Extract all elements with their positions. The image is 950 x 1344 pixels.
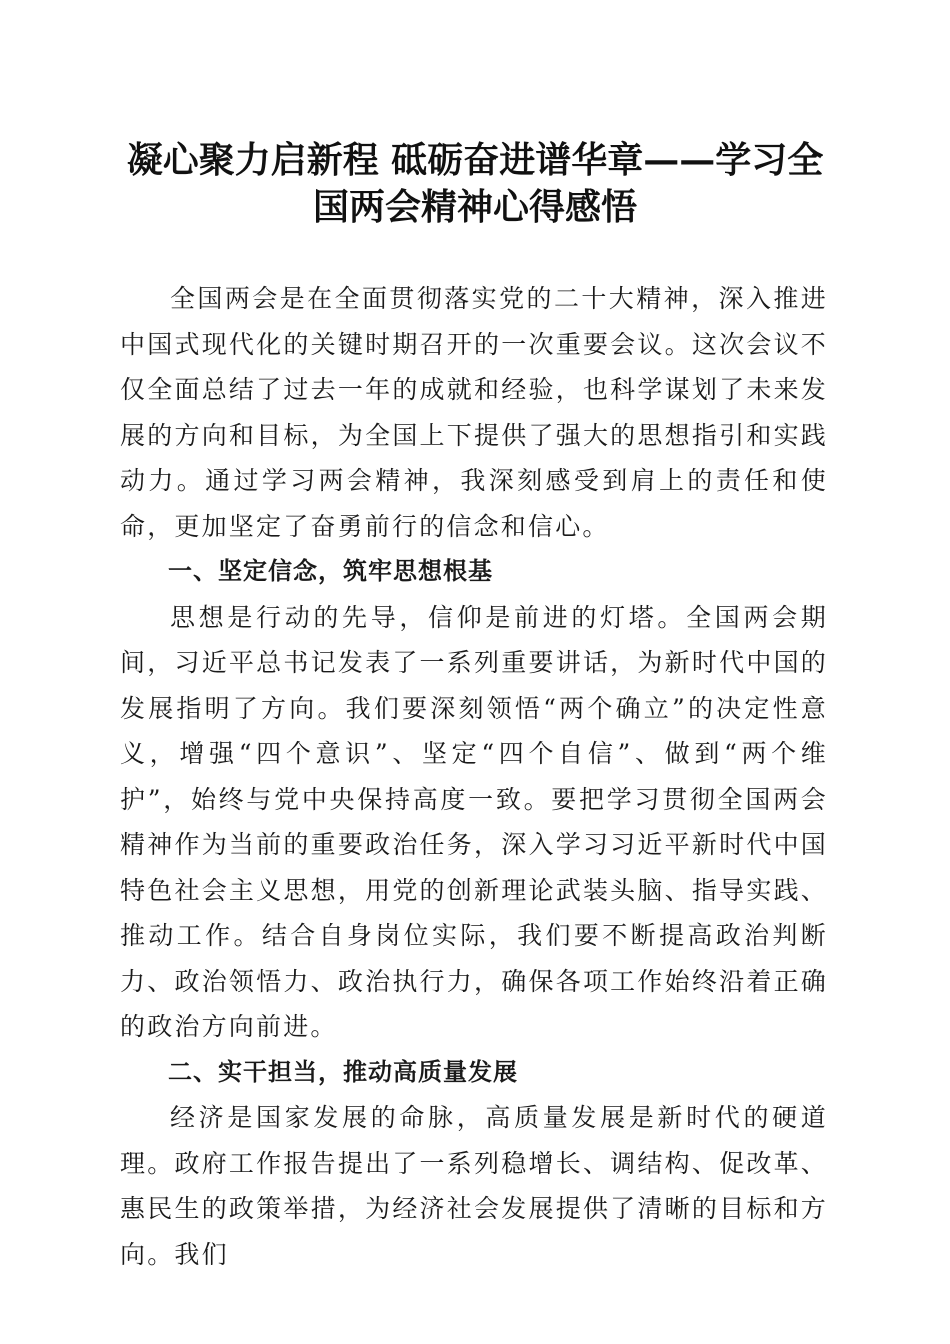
intro-paragraph: 全国两会是在全面贯彻落实党的二十大精神，深入推进中国式现代化的关键时期召开的一次重要会议。这次会议不仅全面总结了过去一年的成就和经验，也科学谋划了未来发展的方向和目标，为全国上下提供了强大的思想指引和实践动力。通过学习两会精神，我深刻感受到肩上的责任和使命，更加坚定了奋勇前行的信念和信心。 bbox=[120, 284, 828, 541]
document-title: 凝心聚力启新程 砥砺奋进谱华章——学习全国两会精神心得感悟 bbox=[126, 139, 824, 228]
document-body bbox=[120, 276, 828, 1277]
section-heading-1: 一、坚定信念，筑牢思想根基 bbox=[168, 557, 493, 585]
section-1-paragraph: 思想是行动的先导，信仰是前进的灯塔。全国两会期间，习近平总书记发表了一系列重要讲话，为新时代中国的发展指明了方向。我们要深刻领悟“两个确立”的决定性意义，增强“四个意识”、坚定“四个自信”、做到“两个维护”，始终与党中央保持高度一致。要把学习贯彻全国两会精神作为当前的重要政治任务，深入学习习近平新时代中国特色社会主义思想，用党的创新理论武装头脑、指导实践、推动工作。结合自身岗位实际，我们要不断提高政治判断力、政治领悟力、政治执行力，确保各项工作始终沿着正确的政治方向前进。 bbox=[120, 602, 828, 1041]
section-2-paragraph: 经济是国家发展的命脉，高质量发展是新时代的硬道理。政府工作报告提出了一系列稳增长、调结构、促改革、惠民生的政策举措，为经济社会发展提供了清晰的目标和方向。我们 bbox=[120, 1103, 828, 1269]
section-heading-2: 二、实干担当，推动高质量发展 bbox=[168, 1057, 518, 1086]
